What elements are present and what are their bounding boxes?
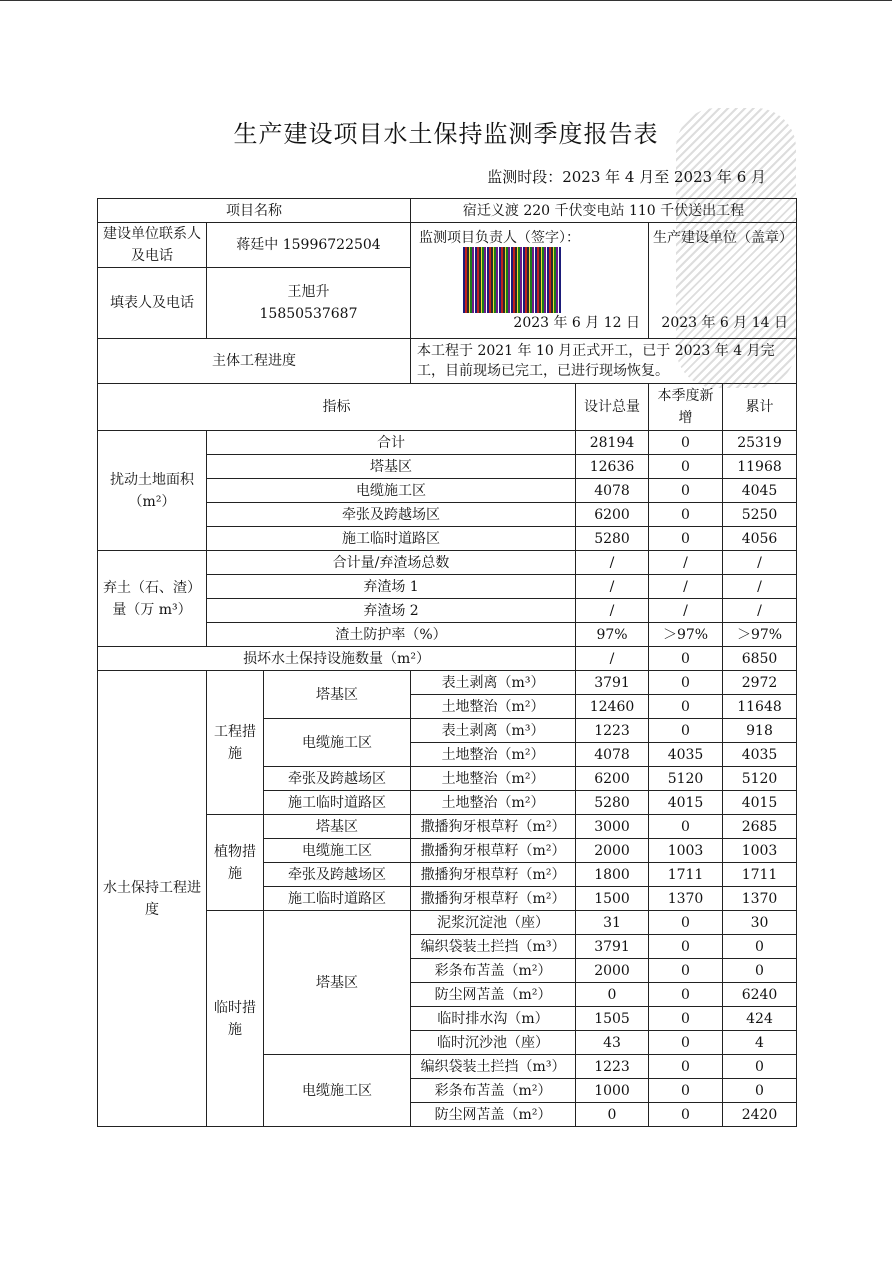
spoil-name: 合计量/弃渣场总数 — [207, 551, 576, 575]
area-tower: 塔基区 — [264, 815, 411, 839]
measure-total: 2685 — [723, 815, 797, 839]
monitor-sign-label: 监测项目负责人（签字）： — [419, 230, 581, 246]
spoil-design: / — [576, 575, 649, 599]
measure-name: 防尘网苫盖（m²） — [411, 1103, 576, 1127]
measure-quarter: 0 — [649, 911, 723, 935]
disturb-total: 4056 — [723, 527, 797, 551]
measure-design: 43 — [576, 1031, 649, 1055]
measure-total: 0 — [723, 1079, 797, 1103]
spoil-label: 弃土（石、渣）量（万 m³） — [98, 551, 207, 647]
disturb-name: 塔基区 — [207, 455, 576, 479]
area-road: 施工临时道路区 — [264, 887, 411, 911]
damage-name: 损坏水土保持设施数量（m²） — [98, 647, 576, 671]
measure-quarter: 0 — [649, 719, 723, 743]
spoil-quarter: / — [649, 575, 723, 599]
measure-design: 1505 — [576, 1007, 649, 1031]
measure-design: 31 — [576, 911, 649, 935]
disturb-total: 4045 — [723, 479, 797, 503]
measure-design: 3791 — [576, 935, 649, 959]
spoil-name: 渣土防护率（%） — [207, 623, 576, 647]
filler-name: 王旭升 — [287, 284, 330, 300]
indicator-header: 指标 — [98, 384, 576, 431]
spoil-quarter: / — [649, 551, 723, 575]
spoil-name: 弃渣场 1 — [207, 575, 576, 599]
disturb-design: 12636 — [576, 455, 649, 479]
eng-measures-label: 工程措施 — [207, 671, 264, 815]
measure-quarter: 0 — [649, 1007, 723, 1031]
filler-label: 填表人及电话 — [98, 268, 207, 339]
measure-quarter: 1711 — [649, 863, 723, 887]
measure-design: 1500 — [576, 887, 649, 911]
contact-label: 建设单位联系人及电话 — [98, 223, 207, 268]
area-road: 施工临时道路区 — [264, 791, 411, 815]
measure-quarter: 5120 — [649, 767, 723, 791]
measure-quarter: 1370 — [649, 887, 723, 911]
filler-value — [207, 268, 411, 339]
measure-quarter: 0 — [649, 935, 723, 959]
measure-design: 12460 — [576, 695, 649, 719]
measure-design: 4078 — [576, 743, 649, 767]
measure-name: 临时排水沟（m） — [411, 1007, 576, 1031]
measure-design: 2000 — [576, 959, 649, 983]
measure-name: 彩条布苫盖（m²） — [411, 1079, 576, 1103]
spoil-total: / — [723, 575, 797, 599]
measure-name: 编织袋装土拦挡（m³） — [411, 935, 576, 959]
measure-name: 撒播狗牙根草籽（m²） — [411, 887, 576, 911]
disturb-name: 合计 — [207, 431, 576, 455]
measure-total: 2972 — [723, 671, 797, 695]
disturb-name: 牵张及跨越场区 — [207, 503, 576, 527]
disturb-design: 6200 — [576, 503, 649, 527]
measure-design: 0 — [576, 1103, 649, 1127]
report-title: 生产建设项目水土保持监测季度报告表 — [233, 120, 659, 148]
disturb-name: 施工临时道路区 — [207, 527, 576, 551]
page-top-border — [0, 0, 892, 1]
measure-quarter: 0 — [649, 959, 723, 983]
measure-quarter: 1003 — [649, 839, 723, 863]
measure-quarter: 0 — [649, 695, 723, 719]
disturb-total: 25319 — [723, 431, 797, 455]
company-seal — [676, 108, 796, 388]
measure-total: 6240 — [723, 983, 797, 1007]
measure-total: 0 — [723, 935, 797, 959]
monitor-sign-cell — [411, 223, 649, 339]
spoil-name: 弃渣场 2 — [207, 599, 576, 623]
measure-total: 30 — [723, 911, 797, 935]
spoil-total: ＞97% — [723, 623, 797, 647]
measure-name: 防尘网苫盖（m²） — [411, 983, 576, 1007]
measure-name: 表土剥离（m³） — [411, 671, 576, 695]
measure-total: 4015 — [723, 791, 797, 815]
disturb-design: 4078 — [576, 479, 649, 503]
disturb-quarter: 0 — [649, 455, 723, 479]
measure-design: 3000 — [576, 815, 649, 839]
disturb-quarter: 0 — [649, 479, 723, 503]
measure-total: 1370 — [723, 887, 797, 911]
disturb-quarter: 0 — [649, 503, 723, 527]
disturb-name: 电缆施工区 — [207, 479, 576, 503]
measure-design: 3791 — [576, 671, 649, 695]
measure-total: 2420 — [723, 1103, 797, 1127]
area-tower: 塔基区 — [264, 911, 411, 1055]
filler-phone: 15850537687 — [259, 306, 358, 322]
measure-quarter: 0 — [649, 1031, 723, 1055]
measure-name: 临时沉沙池（座） — [411, 1031, 576, 1055]
damage-quarter: 0 — [649, 647, 723, 671]
spoil-design: / — [576, 599, 649, 623]
disturb-design: 28194 — [576, 431, 649, 455]
veg-measures-label: 植物措施 — [207, 815, 264, 911]
measure-quarter: 4035 — [649, 743, 723, 767]
measure-total: 0 — [723, 959, 797, 983]
spoil-quarter: / — [649, 599, 723, 623]
damage-design: / — [576, 647, 649, 671]
disturb-label: 扰动土地面积（m²） — [98, 431, 207, 551]
measure-name: 土地整治（m²） — [411, 695, 576, 719]
monitor-sign-date: 2023 年 6 月 12 日 — [513, 315, 641, 331]
measure-quarter: 4015 — [649, 791, 723, 815]
area-tower: 塔基区 — [264, 671, 411, 719]
measure-quarter: 0 — [649, 671, 723, 695]
measure-total: 1711 — [723, 863, 797, 887]
spoil-total: / — [723, 599, 797, 623]
disturb-quarter: 0 — [649, 527, 723, 551]
measure-name: 彩条布苫盖（m²） — [411, 959, 576, 983]
measure-quarter: 0 — [649, 1055, 723, 1079]
measure-name: 土地整治（m²） — [411, 791, 576, 815]
measure-name: 编织袋装土拦挡（m³） — [411, 1055, 576, 1079]
spoil-design: 97% — [576, 623, 649, 647]
disturb-design: 5280 — [576, 527, 649, 551]
measure-total: 1003 — [723, 839, 797, 863]
measure-name: 撒播狗牙根草籽（m²） — [411, 863, 576, 887]
project-name-value: 宿迁义渡 220 千伏变电站 110 千伏送出工程 — [411, 199, 797, 223]
measure-quarter: 0 — [649, 1079, 723, 1103]
damage-total: 6850 — [723, 647, 797, 671]
quarter-header: 本季度新增 — [649, 384, 723, 431]
area-cable: 电缆施工区 — [264, 1055, 411, 1127]
measure-name: 表土剥离（m³） — [411, 719, 576, 743]
measure-total: 11648 — [723, 695, 797, 719]
measure-quarter: 0 — [649, 1103, 723, 1127]
measure-name: 土地整治（m²） — [411, 767, 576, 791]
measure-quarter: 0 — [649, 815, 723, 839]
measure-name: 撒播狗牙根草籽（m²） — [411, 815, 576, 839]
builder-seal-date: 2023 年 6 月 14 日 — [661, 315, 789, 331]
disturb-total: 11968 — [723, 455, 797, 479]
area-pull: 牵张及跨越场区 — [264, 767, 411, 791]
area-cable: 电缆施工区 — [264, 719, 411, 767]
measure-quarter: 0 — [649, 983, 723, 1007]
measure-design: 5280 — [576, 791, 649, 815]
area-cable: 电缆施工区 — [264, 839, 411, 863]
swc-section — [98, 671, 797, 1127]
spoil-quarter: ＞97% — [649, 623, 723, 647]
measure-total: 918 — [723, 719, 797, 743]
main-progress-label: 主体工程进度 — [98, 339, 411, 384]
main-progress-text: 本工程于 2021 年 10 月正式开工，已于 2023 年 4 月完工，目前现场已完工，已进行现场恢复。 — [411, 339, 797, 384]
disturb-total: 5250 — [723, 503, 797, 527]
total-header: 累计 — [723, 384, 797, 431]
measure-name: 土地整治（m²） — [411, 743, 576, 767]
project-name-label: 项目名称 — [98, 199, 411, 223]
measure-name: 泥浆沉淀池（座） — [411, 911, 576, 935]
builder-seal-label: 生产建设单位（盖章） — [653, 230, 794, 246]
spoil-design: / — [576, 551, 649, 575]
spoil-total: / — [723, 551, 797, 575]
disturb-quarter: 0 — [649, 431, 723, 455]
measure-name: 撒播狗牙根草籽（m²） — [411, 839, 576, 863]
area-pull: 牵张及跨越场区 — [264, 863, 411, 887]
monitoring-period: 监测时段：2023 年 4 月至 2023 年 6 月 — [487, 168, 766, 186]
measure-total: 424 — [723, 1007, 797, 1031]
measure-total: 5120 — [723, 767, 797, 791]
measure-design: 1800 — [576, 863, 649, 887]
measure-design: 2000 — [576, 839, 649, 863]
measure-design: 0 — [576, 983, 649, 1007]
signature-image — [463, 247, 561, 313]
measure-design: 1000 — [576, 1079, 649, 1103]
design-header: 设计总量 — [576, 384, 649, 431]
tmp-measures-label: 临时措施 — [207, 911, 264, 1127]
measure-total: 4 — [723, 1031, 797, 1055]
measure-design: 1223 — [576, 719, 649, 743]
disturb-section — [98, 431, 797, 671]
measure-total: 0 — [723, 1055, 797, 1079]
measure-total: 4035 — [723, 743, 797, 767]
swc-label: 水土保持工程进度 — [98, 671, 207, 1127]
measure-design: 6200 — [576, 767, 649, 791]
measure-design: 1223 — [576, 1055, 649, 1079]
contact-value: 蒋廷中 15996722504 — [207, 223, 411, 268]
